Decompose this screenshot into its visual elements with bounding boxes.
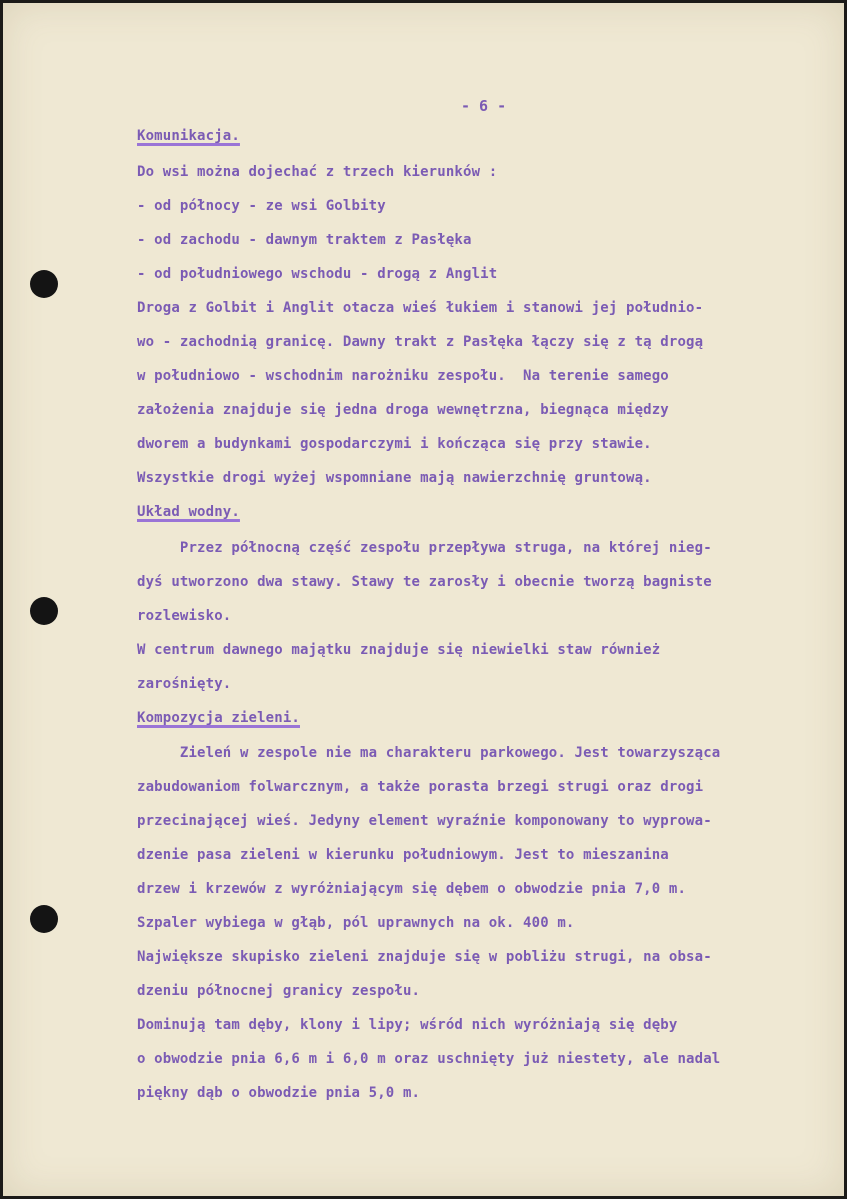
text-line: dworem a budynkami gospodarczymi i kończąca się przy stawie. (137, 436, 652, 452)
binder-hole (30, 905, 58, 933)
section-heading: Układ wodny. (137, 504, 240, 520)
text-line: Przez północną część zespołu przepływa struga, na której nieg- (137, 540, 712, 556)
section-heading: Kompozycja zieleni. (137, 710, 300, 726)
text-line: przecinającej wieś. Jedyny element wyraźnie komponowany to wyprowa- (137, 813, 712, 829)
text-line: wo - zachodnią granicę. Dawny trakt z Pasłęka łączy się z tą drogą (137, 334, 704, 350)
text-line: Największe skupisko zieleni znajduje się w pobliżu strugi, na obsa- (137, 949, 712, 965)
text-line: zabudowaniom folwarcznym, a także porasta brzegi strugi oraz drogi (137, 779, 704, 795)
text-line: Wszystkie drogi wyżej wspomniane mają nawierzchnię gruntową. (137, 470, 652, 486)
text-line: rozlewisko. (137, 608, 232, 624)
page-number: - 6 - (461, 97, 507, 115)
text-line: - od zachodu - dawnym traktem z Pasłęka (137, 232, 472, 248)
text-line: Szpaler wybiega w głąb, pól uprawnych na ok. 400 m. (137, 915, 575, 931)
text-line: - od południowego wschodu - drogą z Anglit (137, 266, 498, 282)
text-line: - od północy - ze wsi Golbity (137, 198, 386, 214)
text-line: piękny dąb o obwodzie pnia 5,0 m. (137, 1085, 421, 1101)
text-line: drzew i krzewów z wyróżniającym się dębem o obwodzie pnia 7,0 m. (137, 881, 687, 897)
text-line: założenia znajduje się jedna droga wewnętrzna, biegnąca między (137, 402, 669, 418)
text-line: zarośnięty. (137, 676, 232, 692)
text-line: Dominują tam dęby, klony i lipy; wśród nich wyróżniają się dęby (137, 1017, 678, 1033)
text-line: w południowo - wschodnim narożniku zespołu. Na terenie samego (137, 368, 669, 384)
binder-hole (30, 597, 58, 625)
text-line: dzenie pasa zieleni w kierunku południowym. Jest to mieszanina (137, 847, 669, 863)
text-line: dyś utworzono dwa stawy. Stawy te zarosły i obecnie tworzą bagniste (137, 574, 712, 590)
binder-hole (30, 270, 58, 298)
section-heading: Komunikacja. (137, 128, 240, 144)
document-page (3, 3, 844, 1196)
text-line: Zieleń w zespole nie ma charakteru parkowego. Jest towarzysząca (137, 745, 721, 761)
text-line: Do wsi można dojechać z trzech kierunków : (137, 164, 498, 180)
text-line: dzeniu północnej granicy zespołu. (137, 983, 421, 999)
text-line: o obwodzie pnia 6,6 m i 6,0 m oraz uschnięty już niestety, ale nadal (137, 1051, 721, 1067)
text-line: Droga z Golbit i Anglit otacza wieś łukiem i stanowi jej południo- (137, 300, 704, 316)
text-line: W centrum dawnego majątku znajduje się niewielki staw również (137, 642, 661, 658)
